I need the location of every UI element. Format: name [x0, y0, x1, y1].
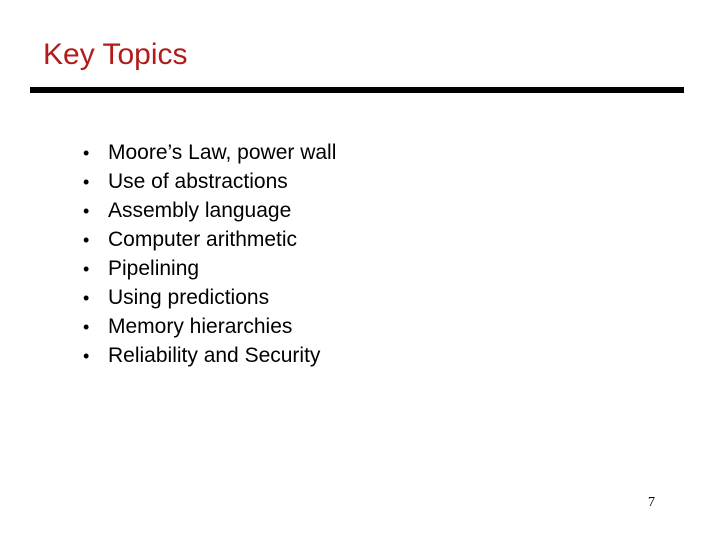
list-item: [83, 341, 336, 370]
list-item-label: Computer arithmetic: [108, 228, 298, 251]
list-item-label: Memory hierarchies: [108, 315, 293, 338]
list-item: [83, 283, 336, 312]
list-item-label: Reliability and Security: [108, 344, 321, 367]
list-item: [83, 138, 336, 167]
title-divider: [30, 87, 684, 93]
bullet-icon: •: [83, 259, 90, 279]
list-item: [83, 196, 336, 225]
list-item: [83, 312, 336, 341]
topic-list: [83, 138, 336, 370]
bullet-icon: •: [83, 346, 90, 366]
list-item: [83, 225, 336, 254]
list-item-label: Use of abstractions: [108, 170, 288, 193]
list-item-label: Using predictions: [108, 286, 270, 309]
bullet-icon: •: [83, 317, 90, 337]
page-number: 7: [648, 495, 655, 510]
list-item: [83, 167, 336, 196]
list-item: [83, 254, 336, 283]
bullet-icon: •: [83, 230, 90, 250]
list-item-label: Moore’s Law, power wall: [108, 141, 337, 164]
bullet-icon: •: [83, 288, 90, 308]
bullet-icon: •: [83, 172, 90, 192]
list-item-label: Pipelining: [108, 257, 200, 280]
bullet-icon: •: [83, 201, 90, 221]
slide-title: Key Topics: [43, 38, 188, 71]
list-item-label: Assembly language: [108, 199, 292, 222]
bullet-icon: •: [83, 143, 90, 163]
